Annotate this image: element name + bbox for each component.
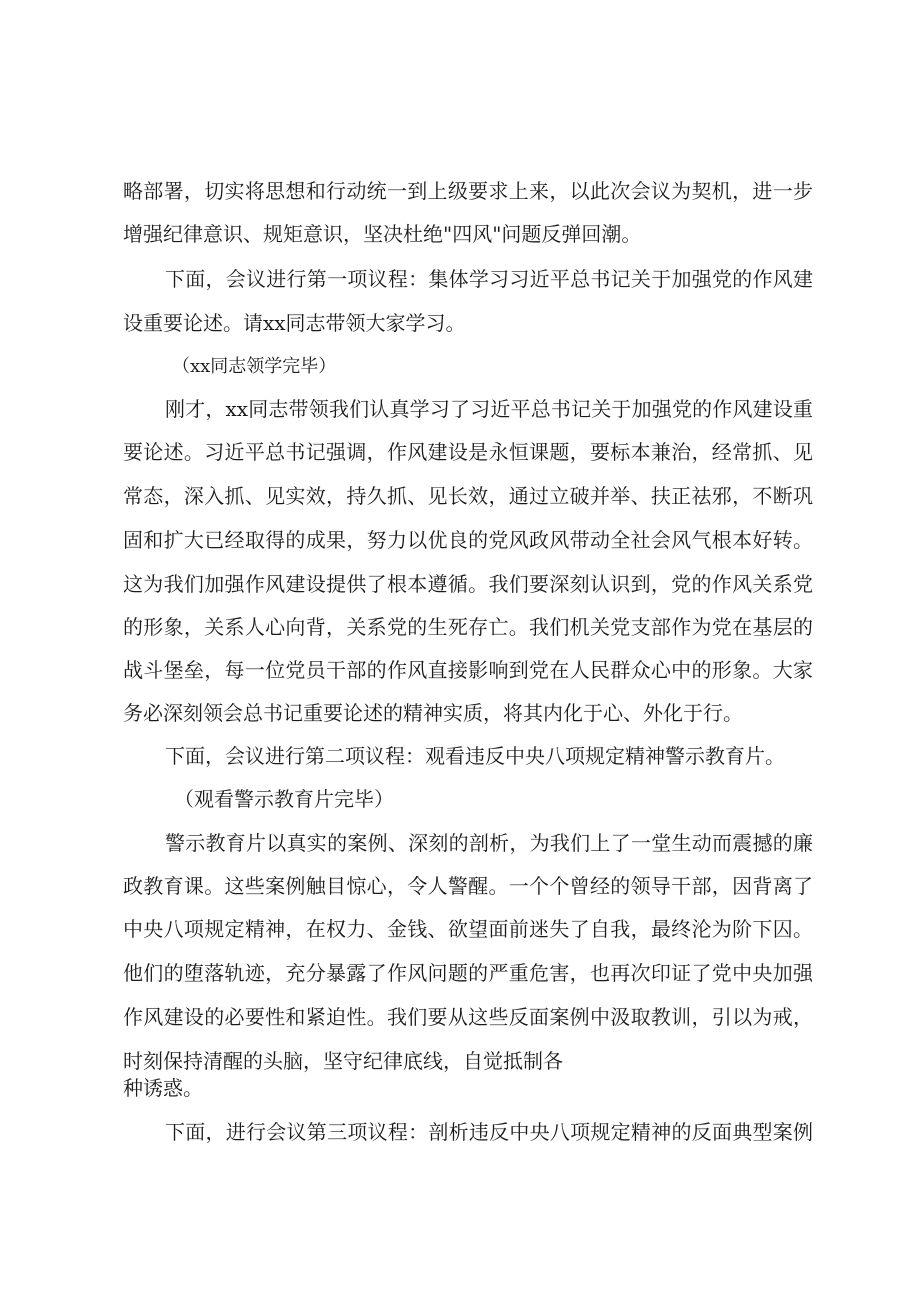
text-line: 战斗堡垒，每一位党员干部的作风直接影响到党在人民群众心中的形象。大家 bbox=[123, 658, 813, 682]
text-line: 时刻保持清醒的头脑，坚守纪律底线，自觉抵制各 bbox=[123, 1049, 563, 1073]
text-line: 下面，会议进行第一项议程：集体学习习近平总书记关于加强党的作风建 bbox=[165, 267, 813, 291]
text-line: 的形象，关系人心向背，关系党的生死存亡。我们机关党支部作为党在基层的 bbox=[123, 615, 813, 639]
text-line: 作风建设的必要性和紧迫性。我们要从这些反面案例中汲取教训，引以为戒， bbox=[123, 1005, 813, 1029]
text-line: 固和扩大已经取得的成果，努力以优良的党风政风带动全社会风气根本好转。 bbox=[123, 528, 813, 552]
text-line: 政教育课。这些案例触目惊心，令人警醒。一个个曾经的领导干部，因背离了 bbox=[123, 874, 813, 898]
text-line: 务必深刻领会总书记重要论述的精神实质，将其内化于心、外化于行。 bbox=[123, 701, 743, 725]
text-line: 增强纪律意识、规矩意识，坚决杜绝"四风"问题反弹回潮。 bbox=[123, 222, 642, 246]
text-line: 中央八项规定精神，在权力、金钱、欲望面前迷失了自我，最终沦为阶下囚。 bbox=[123, 917, 813, 941]
text-line: 设重要论述。请xx同志带领大家学习。 bbox=[123, 311, 466, 335]
text-line: 他们的堕落轨迹，充分暴露了作风问题的严重危害，也再次印证了党中央加强 bbox=[123, 961, 813, 985]
parenthetical-note: （xx同志领学完毕） bbox=[172, 356, 337, 377]
text-line: 这为我们加强作风建设提供了根本遵循。我们要深刻认识到，党的作风关系党 bbox=[123, 572, 813, 596]
text-line: 刚才，xx同志带领我们认真学习了习近平总书记关于加强党的作风建设重 bbox=[165, 397, 813, 421]
text-line: 种诱惑。 bbox=[123, 1076, 203, 1100]
text-line: 略部署，切实将思想和行动统一到上级要求上来，以此次会议为契机，进一步 bbox=[123, 179, 813, 203]
text-line: 常态，深入抓、见实效，持久抓、见长效，通过立破并举、扶正祛邪，不断巩 bbox=[123, 484, 813, 508]
text-line: 警示教育片以真实的案例、深刻的剖析，为我们上了一堂生动而震撼的廉 bbox=[165, 831, 813, 855]
text-line: 要论述。习近平总书记强调，作风建设是永恒课题，要标本兼治，经常抓、见 bbox=[123, 440, 813, 464]
text-line: 下面，进行会议第三项议程：剖析违反中央八项规定精神的反面典型案例 bbox=[165, 1120, 813, 1144]
parenthetical-note: （观看警示教育片完毕） bbox=[174, 787, 394, 811]
text-line: 下面，会议进行第二项议程：观看违反中央八项规定精神警示教育片。 bbox=[165, 744, 785, 768]
